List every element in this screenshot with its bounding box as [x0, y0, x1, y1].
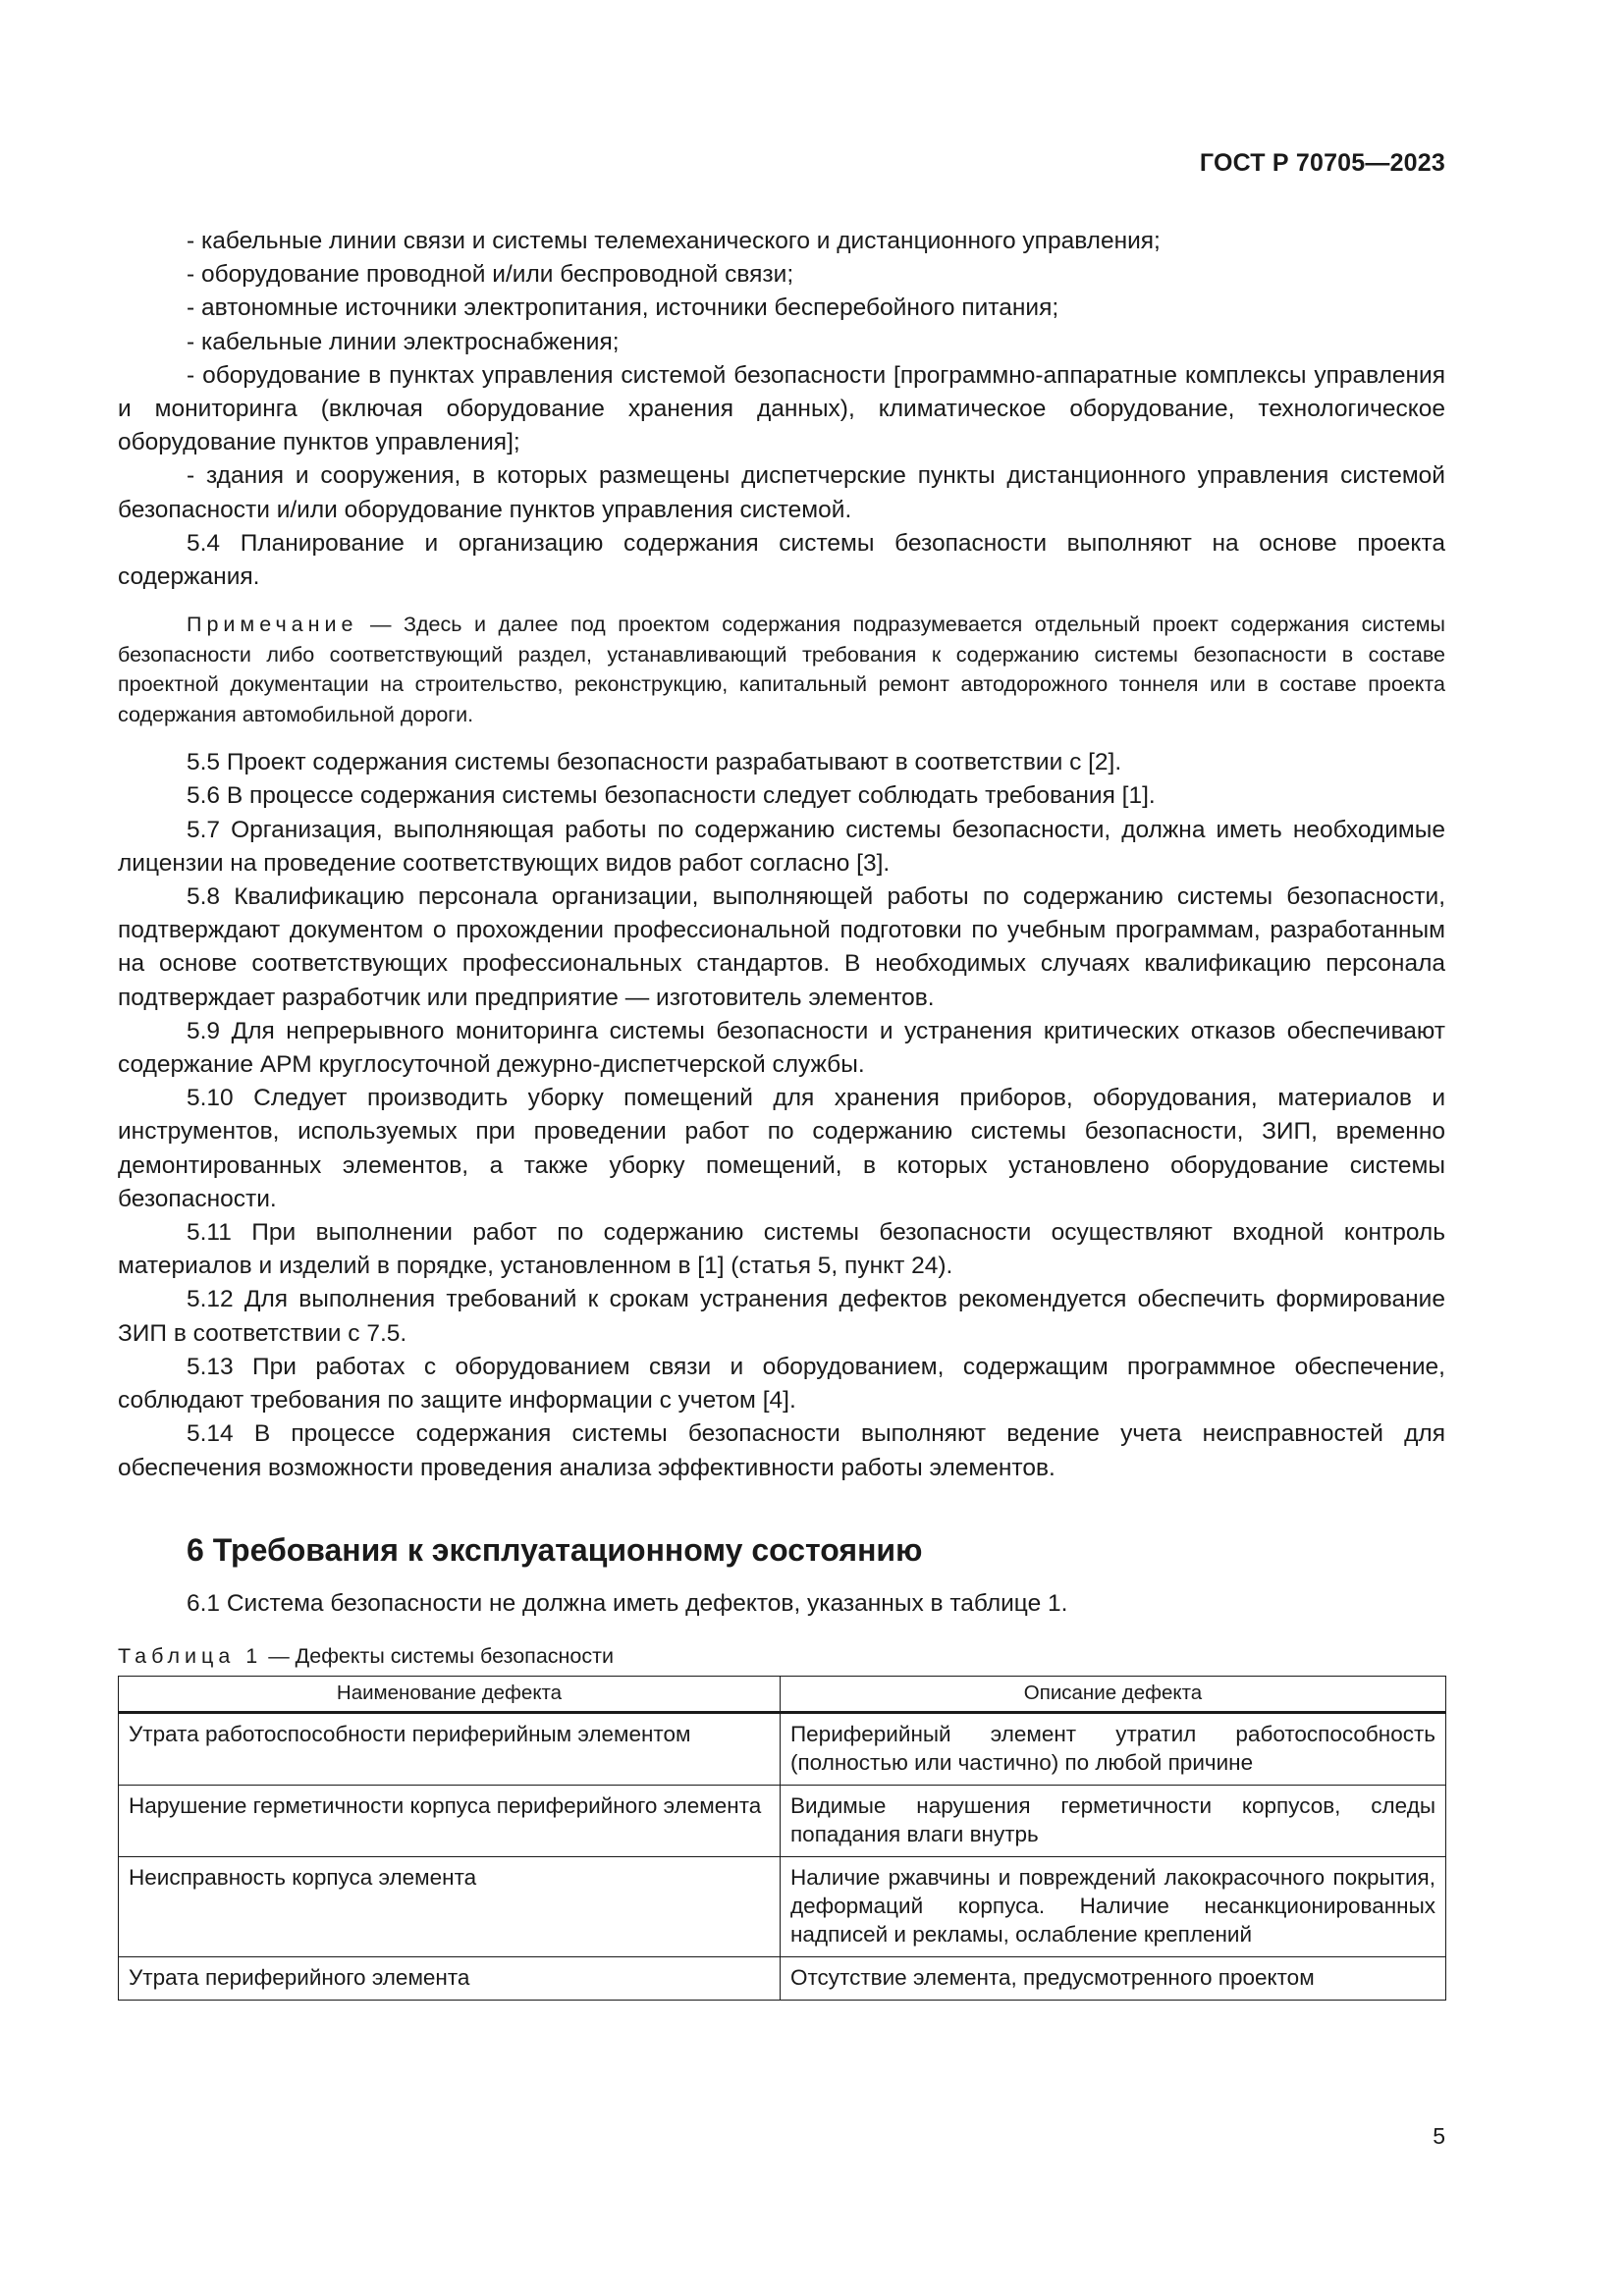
- paragraph-5-13: 5.13 При работах с оборудованием связи и оборудованием, содержащим программное обеспечение, соблюдают требования по защите информации с учетом [4].: [118, 1353, 1445, 1415]
- table-cell-defect-name: Нарушение герметичности корпуса периферийного элемента: [119, 1785, 781, 1856]
- table-cell-defect-description: Видимые нарушения герметичности корпусов, следы попадания влаги внутрь: [781, 1785, 1446, 1856]
- table-cell-defect-description: Наличие ржавчины и повреждений лакокрасочного покрытия, деформаций корпуса. Наличие несанкционированных надписей и рекламы, ослабление креплений: [781, 1856, 1446, 1956]
- table-caption-text: — Дефекты системы безопасности: [262, 1643, 614, 1668]
- paragraph-5-14: 5.14 В процессе содержания системы безопасности выполняют ведение учета неисправностей для обеспечения возможности проведения анализа эффективности работы элементов.: [118, 1420, 1445, 1481]
- page-content: [118, 225, 1445, 2001]
- list-item: - оборудование проводной и/или беспроводной связи;: [187, 261, 794, 289]
- paragraph-5-5: 5.5 Проект содержания системы безопасности разрабатывают в соответствии с [2].: [187, 749, 1122, 776]
- paragraph-5-12: 5.12 Для выполнения требований к срокам устранения дефектов рекомендуется обеспечить формирование ЗИП в соответствии с 7.5.: [118, 1286, 1445, 1347]
- note: [118, 610, 1445, 729]
- table-caption: [118, 1642, 1445, 1670]
- table-cell-defect-name: Неисправность корпуса элемента: [119, 1856, 781, 1956]
- table-row: [119, 1712, 1446, 1785]
- list-item: - кабельные линии электроснабжения;: [187, 328, 620, 355]
- paragraph-5-4: 5.4 Планирование и организацию содержания системы безопасности выполняют на основе проекта содержания.: [118, 529, 1445, 591]
- note-label: Примечание: [187, 613, 358, 637]
- table-row: [119, 1785, 1446, 1856]
- column-header-defect-name: Наименование дефекта: [119, 1676, 781, 1712]
- paragraph-5-11: 5.11 При выполнении работ по содержанию системы безопасности осуществляют входной контроль материалов и изделий в порядке, установленном в [1] (статья 5, пункт 24).: [118, 1219, 1445, 1280]
- paragraph-5-10: 5.10 Следует производить уборку помещений для хранения приборов, оборудования, материалов и инструментов, используемых при проведении работ по содержанию системы безопасности, ЗИП, временно демонтированных элементов, а также уборку помещений, в которых установлено оборудование системы безопасности.: [118, 1085, 1445, 1212]
- paragraph-5-7: 5.7 Организация, выполняющая работы по содержанию системы безопасности, должна иметь необходимые лицензии на проведение соответствующих видов работ согласно [3].: [118, 816, 1445, 877]
- paragraph-6-1: 6.1 Система безопасности не должна иметь дефектов, указанных в таблице 1.: [187, 1589, 1068, 1617]
- section-6-title: 6 Требования к эксплуатационному состоянию: [187, 1531, 923, 1568]
- table-cell-defect-description: Отсутствие элемента, предусмотренного проектом: [781, 1956, 1446, 2000]
- list-item: - автономные источники электропитания, источники бесперебойного питания;: [187, 294, 1059, 322]
- list-item: - оборудование в пунктах управления системой безопасности [программно-аппаратные комплексы управления и мониторинга (включая оборудование хранения данных), климатическое оборудование, технологическое оборудование пунктов управления];: [118, 361, 1445, 456]
- note-text: — Здесь и далее под проектом содержания подразумевается отдельный проект содержания системы безопасности либо соответствующий раздел, устанавливающий требования к содержанию системы безопасности в составе проектной документации на строительство, реконструкцию, капитальный ремонт автодорожного тоннеля или в составе проекта содержания автомобильной дороги.: [118, 613, 1445, 726]
- defects-table: [118, 1676, 1446, 2001]
- list-item: - кабельные линии связи и системы телемеханического и дистанционного управления;: [187, 228, 1161, 254]
- document-code: ГОСТ Р 70705—2023: [1199, 149, 1445, 177]
- paragraph-5-8: 5.8 Квалификацию персонала организации, выполняющей работы по содержанию системы безопасности, подтверждают документом о прохождении профессиональной подготовки по учебным программам, разработанным на основе соответствующих профессиональных стандартов. В необходимых случаях квалификацию персонала подтверждает разработчик или предприятие — изготовитель элементов.: [118, 883, 1445, 1011]
- list-item: - здания и сооружения, в которых размещены диспетчерские пункты дистанционного управления системой безопасности и/или оборудование пунктов управления системой.: [118, 462, 1445, 523]
- table-row: [119, 1856, 1446, 1956]
- column-header-defect-description: Описание дефекта: [781, 1676, 1446, 1712]
- table-cell-defect-name: Утрата работоспособности периферийным элементом: [119, 1712, 781, 1785]
- table-cell-defect-name: Утрата периферийного элемента: [119, 1956, 781, 2000]
- paragraph-5-9: 5.9 Для непрерывного мониторинга системы безопасности и устранения критических отказов обеспечивают содержание АРМ круглосуточной дежурно-диспетчерской службы.: [118, 1017, 1445, 1079]
- paragraph-5-6: 5.6 В процессе содержания системы безопасности следует соблюдать требования [1].: [187, 782, 1156, 810]
- table-header-row: [119, 1676, 1446, 1712]
- table-row: [119, 1956, 1446, 2000]
- table-cell-defect-description: Периферийный элемент утратил работоспособность (полностью или частично) по любой причине: [781, 1712, 1446, 1785]
- table-caption-label: Таблица 1: [118, 1643, 263, 1668]
- page-number: 5: [1433, 2123, 1445, 2149]
